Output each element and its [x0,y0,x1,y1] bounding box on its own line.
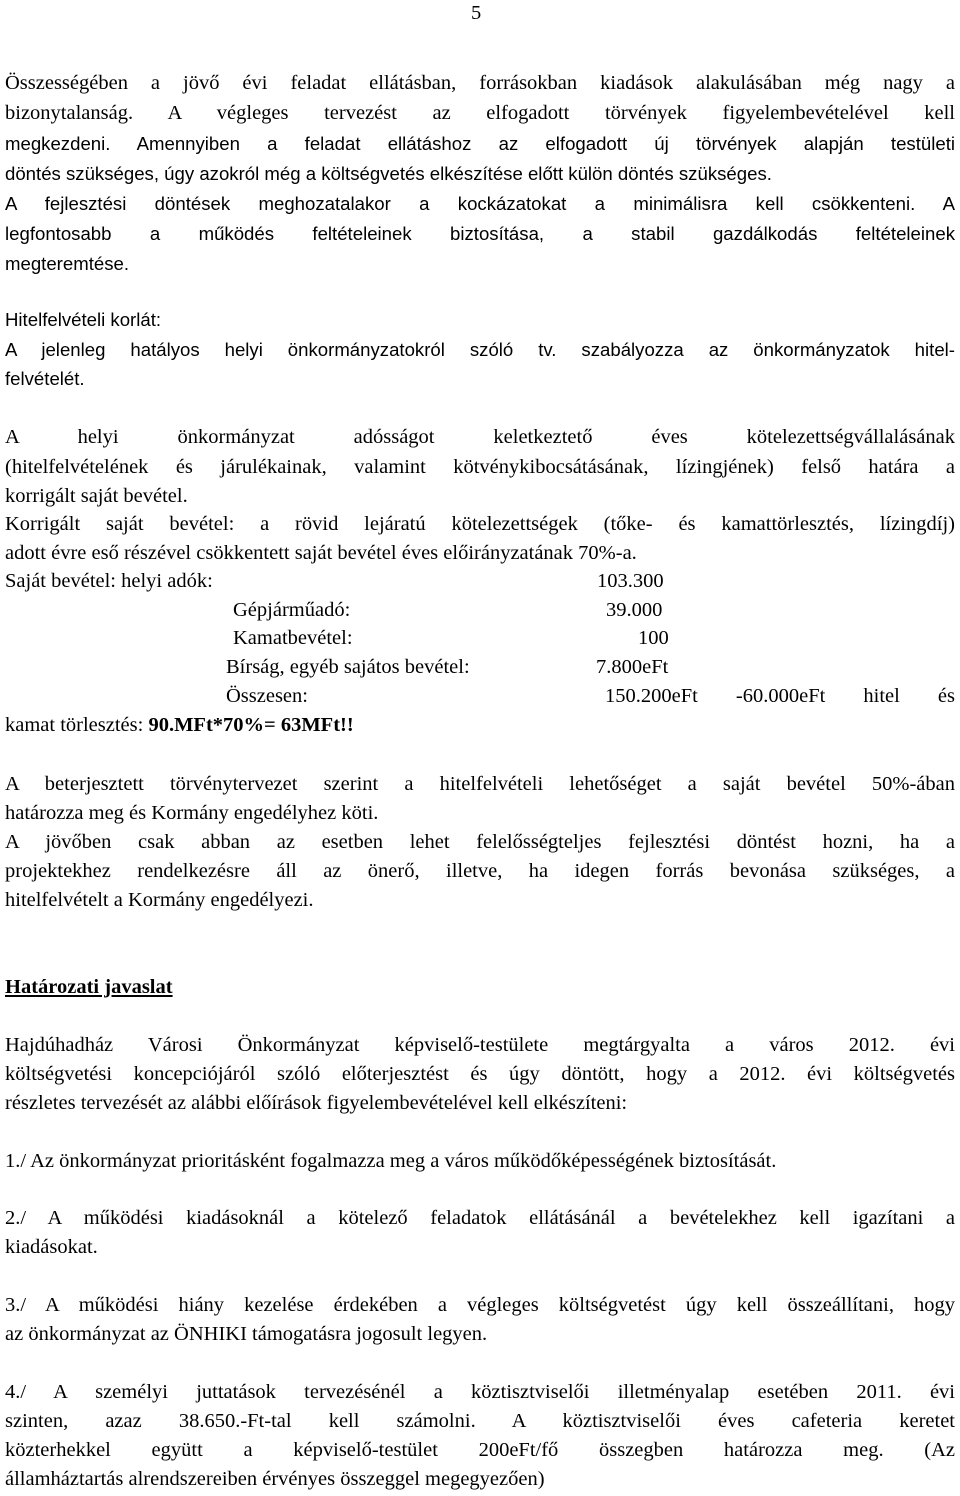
paragraph-line: költségvetési koncepciójáról szóló előterjesztést és úgy döntött, hogy a 2012. évi költségvetés [5,1063,955,1085]
paragraph-line: megteremtése. [5,253,130,274]
income-value-vehicle-tax: 39.000 [606,599,663,621]
paragraph-line: legfontosabb a működés feltételeinek biztosítása, a stabil gazdálkodás feltételeinek [5,223,955,244]
paragraph-line: közterhekkel együtt a képviselő-testület 200eFt/fő összegben határozza meg. (Az [5,1439,955,1461]
income-label-local-taxes: Saját bevétel: helyi adók: [5,570,213,592]
paragraph-line: hitelfelvételt a Kormány engedélyezi. [5,889,314,911]
income-value-local-taxes: 103.300 [597,570,664,592]
income-value-interest: 100 [638,627,669,649]
paragraph-line: részletes tervezését az alábbi előírások figyelembevételével kell elkészíteni: [5,1092,628,1114]
resolution-heading: Határozati javaslat [5,976,173,998]
income-value-total: 150.200eFt -60.000eFt hitel és [605,685,955,707]
resolution-item-2: 2./ A működési kiadásoknál a kötelező feladatok ellátásánál a bevételekhez kell igazítani a [5,1207,955,1229]
income-label-fines: Bírság, egyéb sajátos bevétel: [226,656,470,678]
repayment-label: kamat törlesztés: [5,714,149,736]
paragraph-line: (hitelfelvételének és járulékainak, valamint kötvénykibocsátásának, lízingjének) felső határa a [5,456,955,478]
resolution-item-3: 3./ A működési hiány kezelése érdekében a végleges költségvetést úgy kell összeállítani, hogy [5,1294,955,1316]
paragraph-line: bizonytalanság. A végleges tervezést az elfogadott törvények figyelembevételével kell [5,102,955,124]
paragraph-line: megkezdeni. Amennyiben a feladat ellátáshoz az elfogadott új törvények alapján testületi [5,133,955,154]
paragraph-line: A jelenleg hatályos helyi önkormányzatokról szóló tv. szabályozza az önkormányzatok hitel- [5,339,955,360]
paragraph-line: határozza meg és Kormány engedélyhez köti. [5,802,379,824]
paragraph-line: szinten, azaz 38.650.-Ft-tal kell számolni. A köztisztviselői éves cafeteria keretet [5,1410,955,1432]
resolution-item-1: 1./ Az önkormányzat prioritásként fogalmazza meg a város működőképességének biztosítását. [5,1150,777,1172]
income-label-vehicle-tax: Gépjárműadó: [233,599,351,621]
section-label: Hitelfelvételi korlát: [5,309,162,330]
income-label-total: Összesen: [226,685,308,707]
paragraph-line: Hajdúhadház Városi Önkormányzat képviselő-testülete megtárgyalta a város 2012. évi [5,1034,955,1056]
paragraph-line: államháztartás alrendszereiben érvényes összeggel megegyezően) [5,1468,545,1490]
paragraph-line: adott évre eső részével csökkentett saját bevétel éves előirányzatának 70%-a. [5,542,637,564]
paragraph-line: A fejlesztési döntések meghozatalakor a kockázatokat a minimálisra kell csökkenteni. A [5,193,955,214]
income-value-fines: 7.800eFt [596,656,669,678]
paragraph-line: Összességében a jövő évi feladat ellátásban, forrásokban kiadások alakulásában még nagy a [5,72,955,94]
paragraph-line: A beterjesztett törvénytervezet szerint a hitelfelvételi lehetőséget a saját bevétel 50%-ában [5,773,955,795]
paragraph-line: korrigált saját bevétel. [5,485,188,507]
paragraph-line: projektekhez rendelkezésre áll az önerő, illetve, ha idegen forrás bevonása szükséges, a [5,860,955,882]
income-label-interest: Kamatbevétel: [233,627,353,649]
page-number: 5 [471,2,482,24]
paragraph-line: döntés szükséges, úgy azokról még a költségvetés elkészítése előtt külön döntés szükséges. [5,163,772,184]
paragraph-line: A jövőben csak abban az esetben lehet felelősségteljes fejlesztési döntést hozni, ha a [5,831,955,853]
resolution-item-4: 4./ A személyi juttatások tervezésénél a köztisztviselői illetményalap esetében 2011. évi [5,1381,955,1403]
repayment-calculation: 90.MFt*70%= 63MFt!! [148,714,354,736]
income-repayment-line [5,713,955,737]
paragraph-line: A helyi önkormányzat adósságot keletkeztető éves kötelezettségvállalásának [5,426,955,448]
paragraph-line: kiadásokat. [5,1236,98,1258]
paragraph-line: Korrigált saját bevétel: a rövid lejáratú kötelezettségek (tőke- és kamattörlesztés, lízingdíj) [5,513,955,535]
paragraph-line: felvételét. [5,368,85,389]
paragraph-line: az önkormányzat az ÖNHIKI támogatásra jogosult legyen. [5,1323,488,1345]
